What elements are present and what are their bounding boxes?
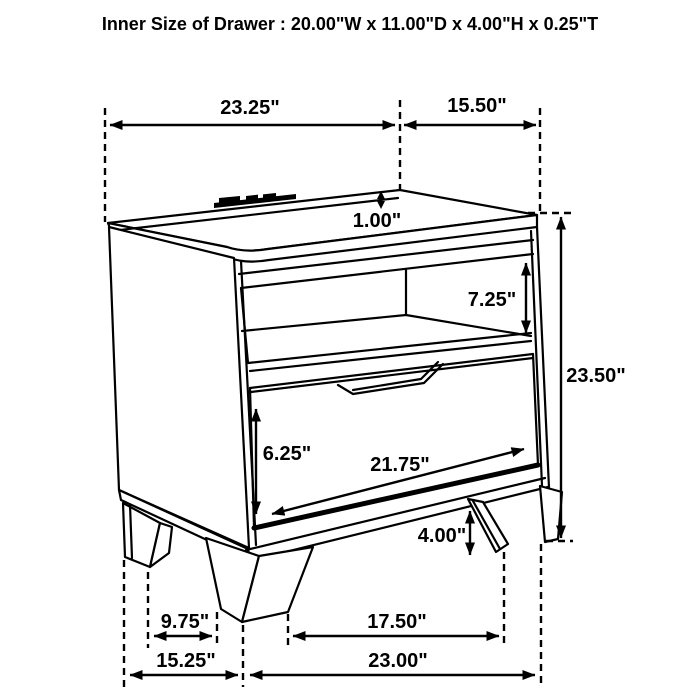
shelf-band-bottom-edge: [250, 341, 531, 371]
label-top-depth: 15.50": [447, 95, 507, 117]
nightstand-drawing: [108, 190, 562, 622]
label-base-depth: 15.25": [156, 650, 216, 672]
label-leg-height: 4.00": [417, 525, 467, 547]
label-side-leg-gap: 9.75": [160, 611, 210, 633]
label-top-thickness: 1.00": [352, 210, 402, 232]
label-overall-height: 23.50": [566, 365, 626, 387]
diagram-title: Inner Size of Drawer : 20.00"W x 11.00"D x 4.00"H x 0.25"T: [101, 14, 599, 34]
front-right-leg: [540, 486, 562, 542]
right-front-edge-outer-line: [537, 227, 549, 488]
compartment-right-bottom-edge: [406, 315, 531, 336]
open-shelf-compartment: [241, 270, 531, 371]
drawer-front: [250, 354, 538, 528]
compartment-back-bottom-edge: [242, 315, 406, 331]
label-drawer-front-height: 6.25": [262, 443, 312, 465]
compartment-left-inner-edge: [241, 288, 248, 363]
label-shelf-opening-height: 7.25": [467, 289, 517, 311]
label-front-leg-gap: 17.50": [367, 611, 427, 633]
label-drawer-width: 21.75": [370, 454, 430, 476]
label-base-width: 23.00": [368, 650, 428, 672]
label-top-width: 23.25": [220, 97, 280, 119]
